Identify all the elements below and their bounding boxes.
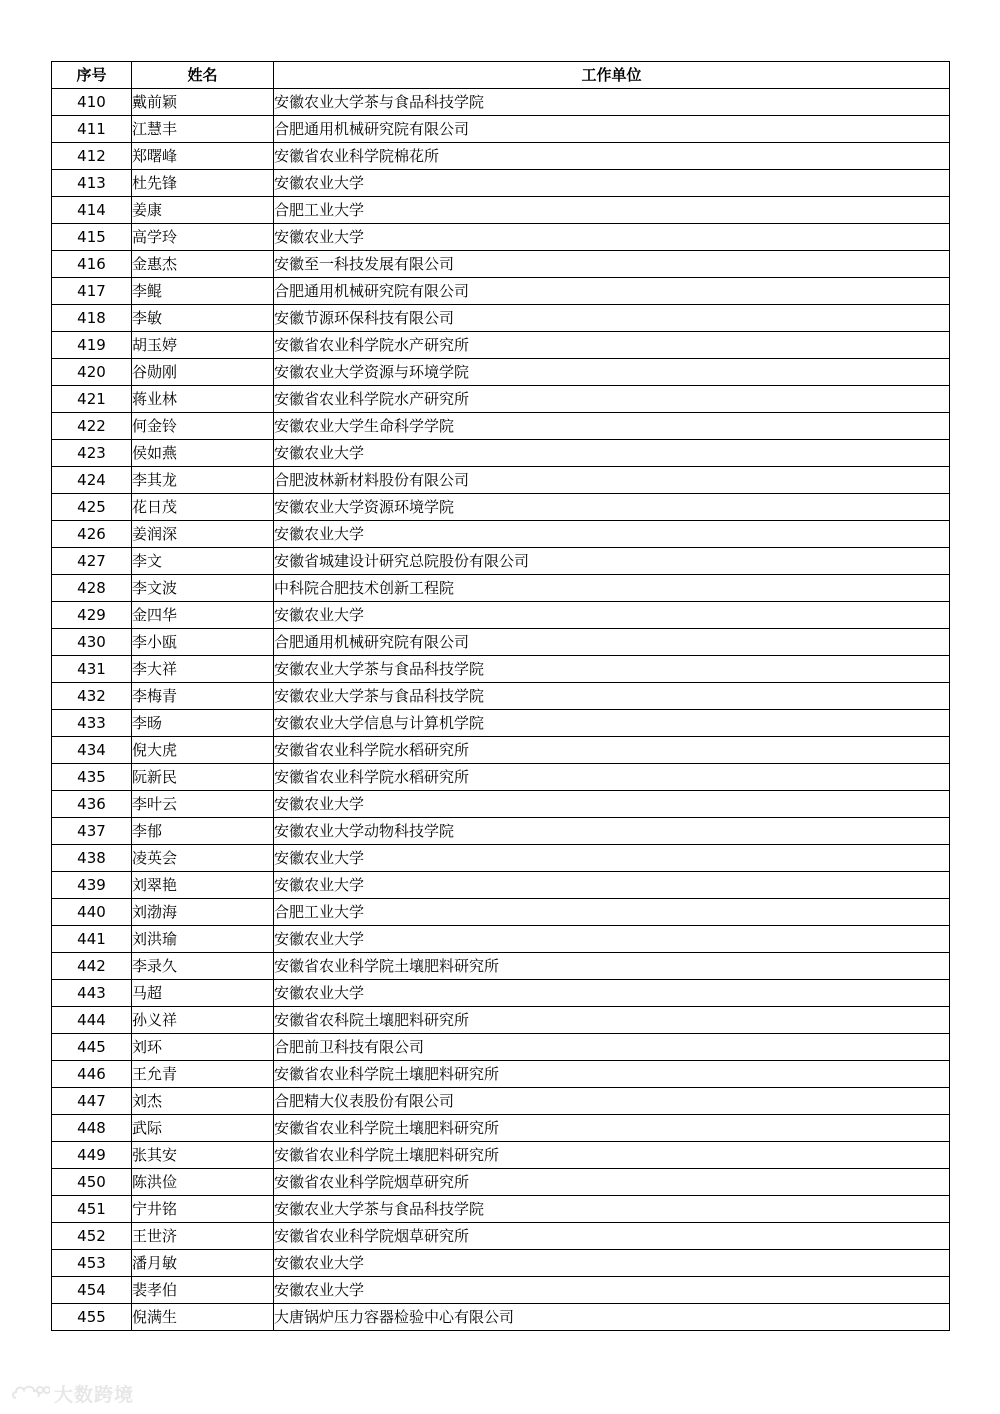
table-row <box>52 845 950 872</box>
name-cell: 刘环 <box>132 1034 274 1061</box>
name-cell: 宁井铭 <box>132 1196 274 1223</box>
name-cell: 倪大虎 <box>132 737 274 764</box>
work-unit-cell: 安徽农业大学 <box>274 440 950 467</box>
serial-number-cell: 445 <box>52 1034 132 1061</box>
serial-number-cell: 418 <box>52 305 132 332</box>
name-cell: 李大祥 <box>132 656 274 683</box>
name-cell: 何金铃 <box>132 413 274 440</box>
table-row <box>52 872 950 899</box>
name-cell: 李其龙 <box>132 467 274 494</box>
work-unit-cell: 合肥精大仪表股份有限公司 <box>274 1088 950 1115</box>
table-row <box>52 791 950 818</box>
work-unit-cell: 安徽至一科技发展有限公司 <box>274 251 950 278</box>
work-unit-cell: 合肥波林新材料股份有限公司 <box>274 467 950 494</box>
work-unit-cell: 安徽省农业科学院土壤肥料研究所 <box>274 1061 950 1088</box>
cloud-logo-icon <box>10 1382 50 1404</box>
table-row <box>52 413 950 440</box>
table-row <box>52 143 950 170</box>
name-cell: 马超 <box>132 980 274 1007</box>
table-row <box>52 1169 950 1196</box>
table-row <box>52 494 950 521</box>
work-unit-cell: 安徽农业大学 <box>274 980 950 1007</box>
name-cell: 李小瓯 <box>132 629 274 656</box>
work-unit-cell: 安徽农业大学 <box>274 170 950 197</box>
table-row <box>52 251 950 278</box>
work-unit-cell: 安徽农业大学 <box>274 224 950 251</box>
name-cell: 刘翠艳 <box>132 872 274 899</box>
serial-number-cell: 413 <box>52 170 132 197</box>
work-unit-cell: 安徽省城建设计研究总院股份有限公司 <box>274 548 950 575</box>
name-cell: 姜康 <box>132 197 274 224</box>
work-unit-cell: 安徽农业大学 <box>274 872 950 899</box>
serial-number-cell: 430 <box>52 629 132 656</box>
roster-table <box>51 61 950 1331</box>
name-cell: 凌英会 <box>132 845 274 872</box>
name-cell: 江慧丰 <box>132 116 274 143</box>
work-unit-cell: 安徽省农业科学院水产研究所 <box>274 332 950 359</box>
serial-number-cell: 414 <box>52 197 132 224</box>
name-cell: 王允青 <box>132 1061 274 1088</box>
work-unit-cell: 安徽省农科院土壤肥料研究所 <box>274 1007 950 1034</box>
serial-number-cell: 412 <box>52 143 132 170</box>
name-cell: 孙义祥 <box>132 1007 274 1034</box>
serial-number-cell: 415 <box>52 224 132 251</box>
table-body <box>52 89 950 1331</box>
serial-number-cell: 432 <box>52 683 132 710</box>
table-row <box>52 1277 950 1304</box>
work-unit-cell: 安徽农业大学茶与食品科技学院 <box>274 656 950 683</box>
name-cell: 蒋业林 <box>132 386 274 413</box>
serial-number-cell: 419 <box>52 332 132 359</box>
table-row <box>52 1223 950 1250</box>
work-unit-cell: 安徽农业大学 <box>274 791 950 818</box>
work-unit-cell: 安徽农业大学资源环境学院 <box>274 494 950 521</box>
table-row <box>52 467 950 494</box>
work-unit-cell: 安徽省农业科学院棉花所 <box>274 143 950 170</box>
name-cell: 张其安 <box>132 1142 274 1169</box>
serial-number-cell: 455 <box>52 1304 132 1331</box>
work-unit-cell: 合肥工业大学 <box>274 899 950 926</box>
name-cell: 李鲲 <box>132 278 274 305</box>
table-row <box>52 656 950 683</box>
table-row <box>52 683 950 710</box>
name-cell: 李敏 <box>132 305 274 332</box>
name-cell: 阮新民 <box>132 764 274 791</box>
serial-number-cell: 435 <box>52 764 132 791</box>
table-header <box>52 62 950 89</box>
name-cell: 王世济 <box>132 1223 274 1250</box>
serial-number-cell: 421 <box>52 386 132 413</box>
serial-number-cell: 439 <box>52 872 132 899</box>
work-unit-cell: 安徽农业大学动物科技学院 <box>274 818 950 845</box>
header-serial-number: 序号 <box>52 62 132 89</box>
serial-number-cell: 451 <box>52 1196 132 1223</box>
serial-number-cell: 442 <box>52 953 132 980</box>
work-unit-cell: 安徽省农业科学院水稻研究所 <box>274 737 950 764</box>
table-row <box>52 1061 950 1088</box>
work-unit-cell: 安徽农业大学 <box>274 1250 950 1277</box>
table-row <box>52 89 950 116</box>
serial-number-cell: 438 <box>52 845 132 872</box>
work-unit-cell: 安徽农业大学生命科学学院 <box>274 413 950 440</box>
table-row <box>52 440 950 467</box>
serial-number-cell: 450 <box>52 1169 132 1196</box>
name-cell: 刘渤海 <box>132 899 274 926</box>
name-cell: 李郁 <box>132 818 274 845</box>
name-cell: 侯如燕 <box>132 440 274 467</box>
name-cell: 李叶云 <box>132 791 274 818</box>
name-cell: 胡玉婷 <box>132 332 274 359</box>
name-cell: 金惠杰 <box>132 251 274 278</box>
table-row <box>52 305 950 332</box>
work-unit-cell: 合肥通用机械研究院有限公司 <box>274 278 950 305</box>
name-cell: 郑曙峰 <box>132 143 274 170</box>
serial-number-cell: 454 <box>52 1277 132 1304</box>
table-row <box>52 548 950 575</box>
serial-number-cell: 416 <box>52 251 132 278</box>
name-cell: 李录久 <box>132 953 274 980</box>
serial-number-cell: 440 <box>52 899 132 926</box>
header-name: 姓名 <box>132 62 274 89</box>
table-row <box>52 332 950 359</box>
serial-number-cell: 436 <box>52 791 132 818</box>
serial-number-cell: 441 <box>52 926 132 953</box>
name-cell: 李梅青 <box>132 683 274 710</box>
work-unit-cell: 安徽农业大学 <box>274 602 950 629</box>
serial-number-cell: 437 <box>52 818 132 845</box>
table-row <box>52 170 950 197</box>
table-row <box>52 899 950 926</box>
work-unit-cell: 安徽省农业科学院土壤肥料研究所 <box>274 1115 950 1142</box>
work-unit-cell: 合肥通用机械研究院有限公司 <box>274 629 950 656</box>
name-cell: 李旸 <box>132 710 274 737</box>
table-row <box>52 953 950 980</box>
work-unit-cell: 安徽省农业科学院烟草研究所 <box>274 1169 950 1196</box>
name-cell: 杜先锋 <box>132 170 274 197</box>
work-unit-cell: 安徽农业大学 <box>274 521 950 548</box>
table-row <box>52 629 950 656</box>
name-cell: 高学玲 <box>132 224 274 251</box>
serial-number-cell: 449 <box>52 1142 132 1169</box>
name-cell: 谷勋刚 <box>132 359 274 386</box>
name-cell: 陈洪俭 <box>132 1169 274 1196</box>
table-row <box>52 278 950 305</box>
name-cell: 李文 <box>132 548 274 575</box>
table-row <box>52 1142 950 1169</box>
name-cell: 金四华 <box>132 602 274 629</box>
name-cell: 裴孝伯 <box>132 1277 274 1304</box>
table-row <box>52 575 950 602</box>
name-cell: 姜润深 <box>132 521 274 548</box>
work-unit-cell: 安徽省农业科学院土壤肥料研究所 <box>274 953 950 980</box>
serial-number-cell: 443 <box>52 980 132 1007</box>
work-unit-cell: 安徽农业大学茶与食品科技学院 <box>274 1196 950 1223</box>
work-unit-cell: 合肥前卫科技有限公司 <box>274 1034 950 1061</box>
work-unit-cell: 合肥通用机械研究院有限公司 <box>274 116 950 143</box>
table-row <box>52 116 950 143</box>
serial-number-cell: 453 <box>52 1250 132 1277</box>
serial-number-cell: 434 <box>52 737 132 764</box>
name-cell: 花日茂 <box>132 494 274 521</box>
table-row <box>52 1034 950 1061</box>
work-unit-cell: 合肥工业大学 <box>274 197 950 224</box>
serial-number-cell: 428 <box>52 575 132 602</box>
work-unit-cell: 安徽省农业科学院水稻研究所 <box>274 764 950 791</box>
table-row <box>52 1196 950 1223</box>
serial-number-cell: 426 <box>52 521 132 548</box>
table-row <box>52 359 950 386</box>
serial-number-cell: 433 <box>52 710 132 737</box>
serial-number-cell: 425 <box>52 494 132 521</box>
table-row <box>52 1088 950 1115</box>
work-unit-cell: 安徽节源环保科技有限公司 <box>274 305 950 332</box>
table-row <box>52 737 950 764</box>
name-cell: 戴前颖 <box>132 89 274 116</box>
table-row <box>52 926 950 953</box>
table-row <box>52 1304 950 1331</box>
watermark-text: 大数跨境 <box>54 1383 135 1406</box>
table-row <box>52 602 950 629</box>
serial-number-cell: 422 <box>52 413 132 440</box>
table-row <box>52 1250 950 1277</box>
work-unit-cell: 安徽农业大学信息与计算机学院 <box>274 710 950 737</box>
table-row <box>52 1007 950 1034</box>
serial-number-cell: 411 <box>52 116 132 143</box>
table-row <box>52 1115 950 1142</box>
name-cell: 武际 <box>132 1115 274 1142</box>
serial-number-cell: 423 <box>52 440 132 467</box>
serial-number-cell: 447 <box>52 1088 132 1115</box>
work-unit-cell: 安徽农业大学 <box>274 926 950 953</box>
serial-number-cell: 429 <box>52 602 132 629</box>
serial-number-cell: 424 <box>52 467 132 494</box>
name-cell: 刘洪瑜 <box>132 926 274 953</box>
work-unit-cell: 中科院合肥技术创新工程院 <box>274 575 950 602</box>
work-unit-cell: 安徽省农业科学院土壤肥料研究所 <box>274 1142 950 1169</box>
table-row <box>52 980 950 1007</box>
table-row <box>52 197 950 224</box>
serial-number-cell: 452 <box>52 1223 132 1250</box>
work-unit-cell: 安徽省农业科学院水产研究所 <box>274 386 950 413</box>
serial-number-cell: 410 <box>52 89 132 116</box>
table-row <box>52 710 950 737</box>
serial-number-cell: 427 <box>52 548 132 575</box>
header-work-unit: 工作单位 <box>274 62 950 89</box>
table-row <box>52 818 950 845</box>
name-cell: 刘杰 <box>132 1088 274 1115</box>
serial-number-cell: 448 <box>52 1115 132 1142</box>
serial-number-cell: 420 <box>52 359 132 386</box>
table-row <box>52 764 950 791</box>
watermark <box>10 1380 134 1406</box>
serial-number-cell: 431 <box>52 656 132 683</box>
table-row <box>52 386 950 413</box>
work-unit-cell: 安徽农业大学茶与食品科技学院 <box>274 683 950 710</box>
serial-number-cell: 417 <box>52 278 132 305</box>
table-row <box>52 521 950 548</box>
header-row <box>52 62 950 89</box>
name-cell: 倪满生 <box>132 1304 274 1331</box>
table-row <box>52 224 950 251</box>
serial-number-cell: 444 <box>52 1007 132 1034</box>
work-unit-cell: 安徽农业大学 <box>274 1277 950 1304</box>
work-unit-cell: 大唐锅炉压力容器检验中心有限公司 <box>274 1304 950 1331</box>
work-unit-cell: 安徽省农业科学院烟草研究所 <box>274 1223 950 1250</box>
work-unit-cell: 安徽农业大学茶与食品科技学院 <box>274 89 950 116</box>
work-unit-cell: 安徽农业大学资源与环境学院 <box>274 359 950 386</box>
name-cell: 李文波 <box>132 575 274 602</box>
name-cell: 潘月敏 <box>132 1250 274 1277</box>
serial-number-cell: 446 <box>52 1061 132 1088</box>
work-unit-cell: 安徽农业大学 <box>274 845 950 872</box>
